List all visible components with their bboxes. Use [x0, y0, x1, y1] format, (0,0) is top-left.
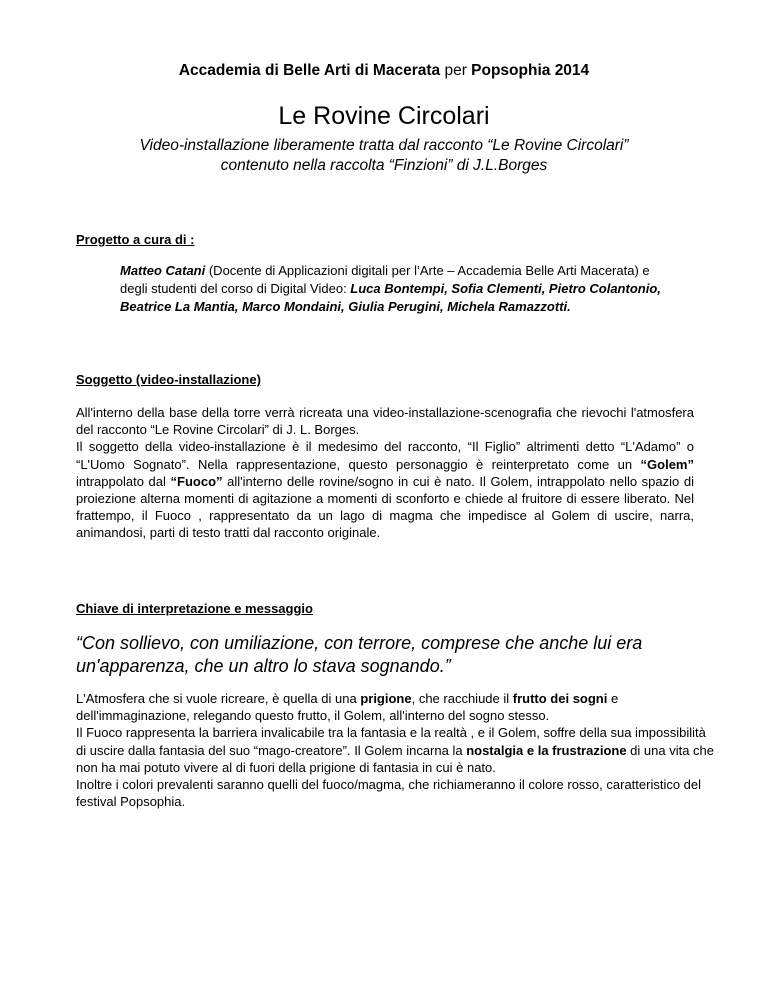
- document-subtitle: [40, 136, 728, 176]
- subtitle-line-1: Video-installazione liberamente tratta dal racconto “Le Rovine Circolari”: [139, 137, 629, 154]
- golem-term: “Golem”: [640, 456, 694, 472]
- subject-text-b: intrappolato dal: [76, 473, 171, 489]
- header-connector: per: [440, 62, 472, 79]
- key-text-a: L'Atmosfera che si vuole ricreare, è quella di una: [76, 691, 361, 706]
- institution-name: Accademia di Belle Arti di Macerata: [178, 62, 441, 79]
- subject-heading: Soggetto (video-installazione): [76, 372, 261, 387]
- project-heading: Progetto a cura di :: [76, 232, 195, 247]
- key-text-b: , che racchiude il: [411, 691, 513, 706]
- frutto-term: frutto dei sogni: [512, 691, 608, 706]
- project-credits: [120, 262, 680, 316]
- subject-text-a: Il soggetto della video-installazione è il medesimo del racconto, “Il Figlio” altrimenti detto “L'Adamo” o “L'Uomo Sognato”. Nella rappresentazione, questo personaggio è reinterpretato come un: [76, 439, 694, 472]
- key-text-c: e dell'immaginazione, relegando questo frutto, il Golem, all'interno del sogno stesso.: [76, 691, 619, 724]
- subject-text-c: all'interno delle rovine/sogno in cui è nato. Il Golem, intrappolato nello spazio di proiezione alterna momenti di agitazione a momenti di sconforto e chiede al fruitore di essere liberato. Nel frattempo, il Fuoco , rappresentato da un lago di magma che impedisce al Golem di uscire, narra, animandosi, parti di testo tratti dal racconto originale.: [76, 473, 694, 541]
- nostalgia-term: nostalgia e la frustrazione: [466, 742, 627, 758]
- subtitle-line-2: contenuto nella raccolta “Finzioni” di J.L.Borges: [220, 157, 548, 174]
- document-title: Le Rovine Circolari: [278, 102, 490, 130]
- event-name: Popsophia 2014: [471, 62, 590, 79]
- prigione-term: prigione: [360, 691, 412, 706]
- fuoco-term: “Fuoco”: [170, 473, 223, 489]
- subject-paragraph: [76, 404, 694, 542]
- borges-quote: “Con sollievo, con umiliazione, con terrore, comprese che anche lui era un'apparenza, che un altro lo stava sognando.”: [76, 633, 643, 676]
- lead-role: (Docente di Applicazioni digitali per l’Arte – Accademia Belle Arti Macerata) e degli studenti del corso di Digital Video:: [120, 263, 650, 296]
- key-text-d: Il Fuoco rappresenta la barriera invalicabile tra la fantasia e la realtà , e il Golem, soffre della sua impossibilità di uscire dalla fantasia del suo “mago-creatore”. Il Golem incarna la: [76, 725, 706, 758]
- key-paragraph-3: Inoltre i colori prevalenti saranno quelli del fuoco/magma, che richiameranno il colore rosso, caratteristico del festival Popsophia.: [76, 777, 702, 810]
- key-paragraph: [76, 690, 716, 810]
- key-paragraph-1: [76, 690, 716, 724]
- students-list: Luca Bontempi, Sofia Clementi, Pietro Colantonio, Beatrice La Mantia, Marco Mondaini, Giulia Perugini, Michela Ramazzotti.: [120, 281, 661, 314]
- subject-paragraph-1: All'interno della base della torre verrà ricreata una video-installazione-scenografia che rievochi l'atmosfera del racconto “Le Rovine Circolari” di J. L. Borges.: [76, 405, 694, 438]
- document-header: [0, 62, 768, 80]
- key-heading: Chiave di interpretazione e messaggio: [76, 601, 313, 616]
- subject-paragraph-2: [76, 438, 694, 541]
- key-text-e: di una vita che non ha mai potuto vivere al di fuori della prigione di fantasia in cui è nato.: [76, 742, 715, 775]
- key-paragraph-2: [76, 724, 716, 776]
- lead-name: Matteo Catani: [120, 263, 206, 278]
